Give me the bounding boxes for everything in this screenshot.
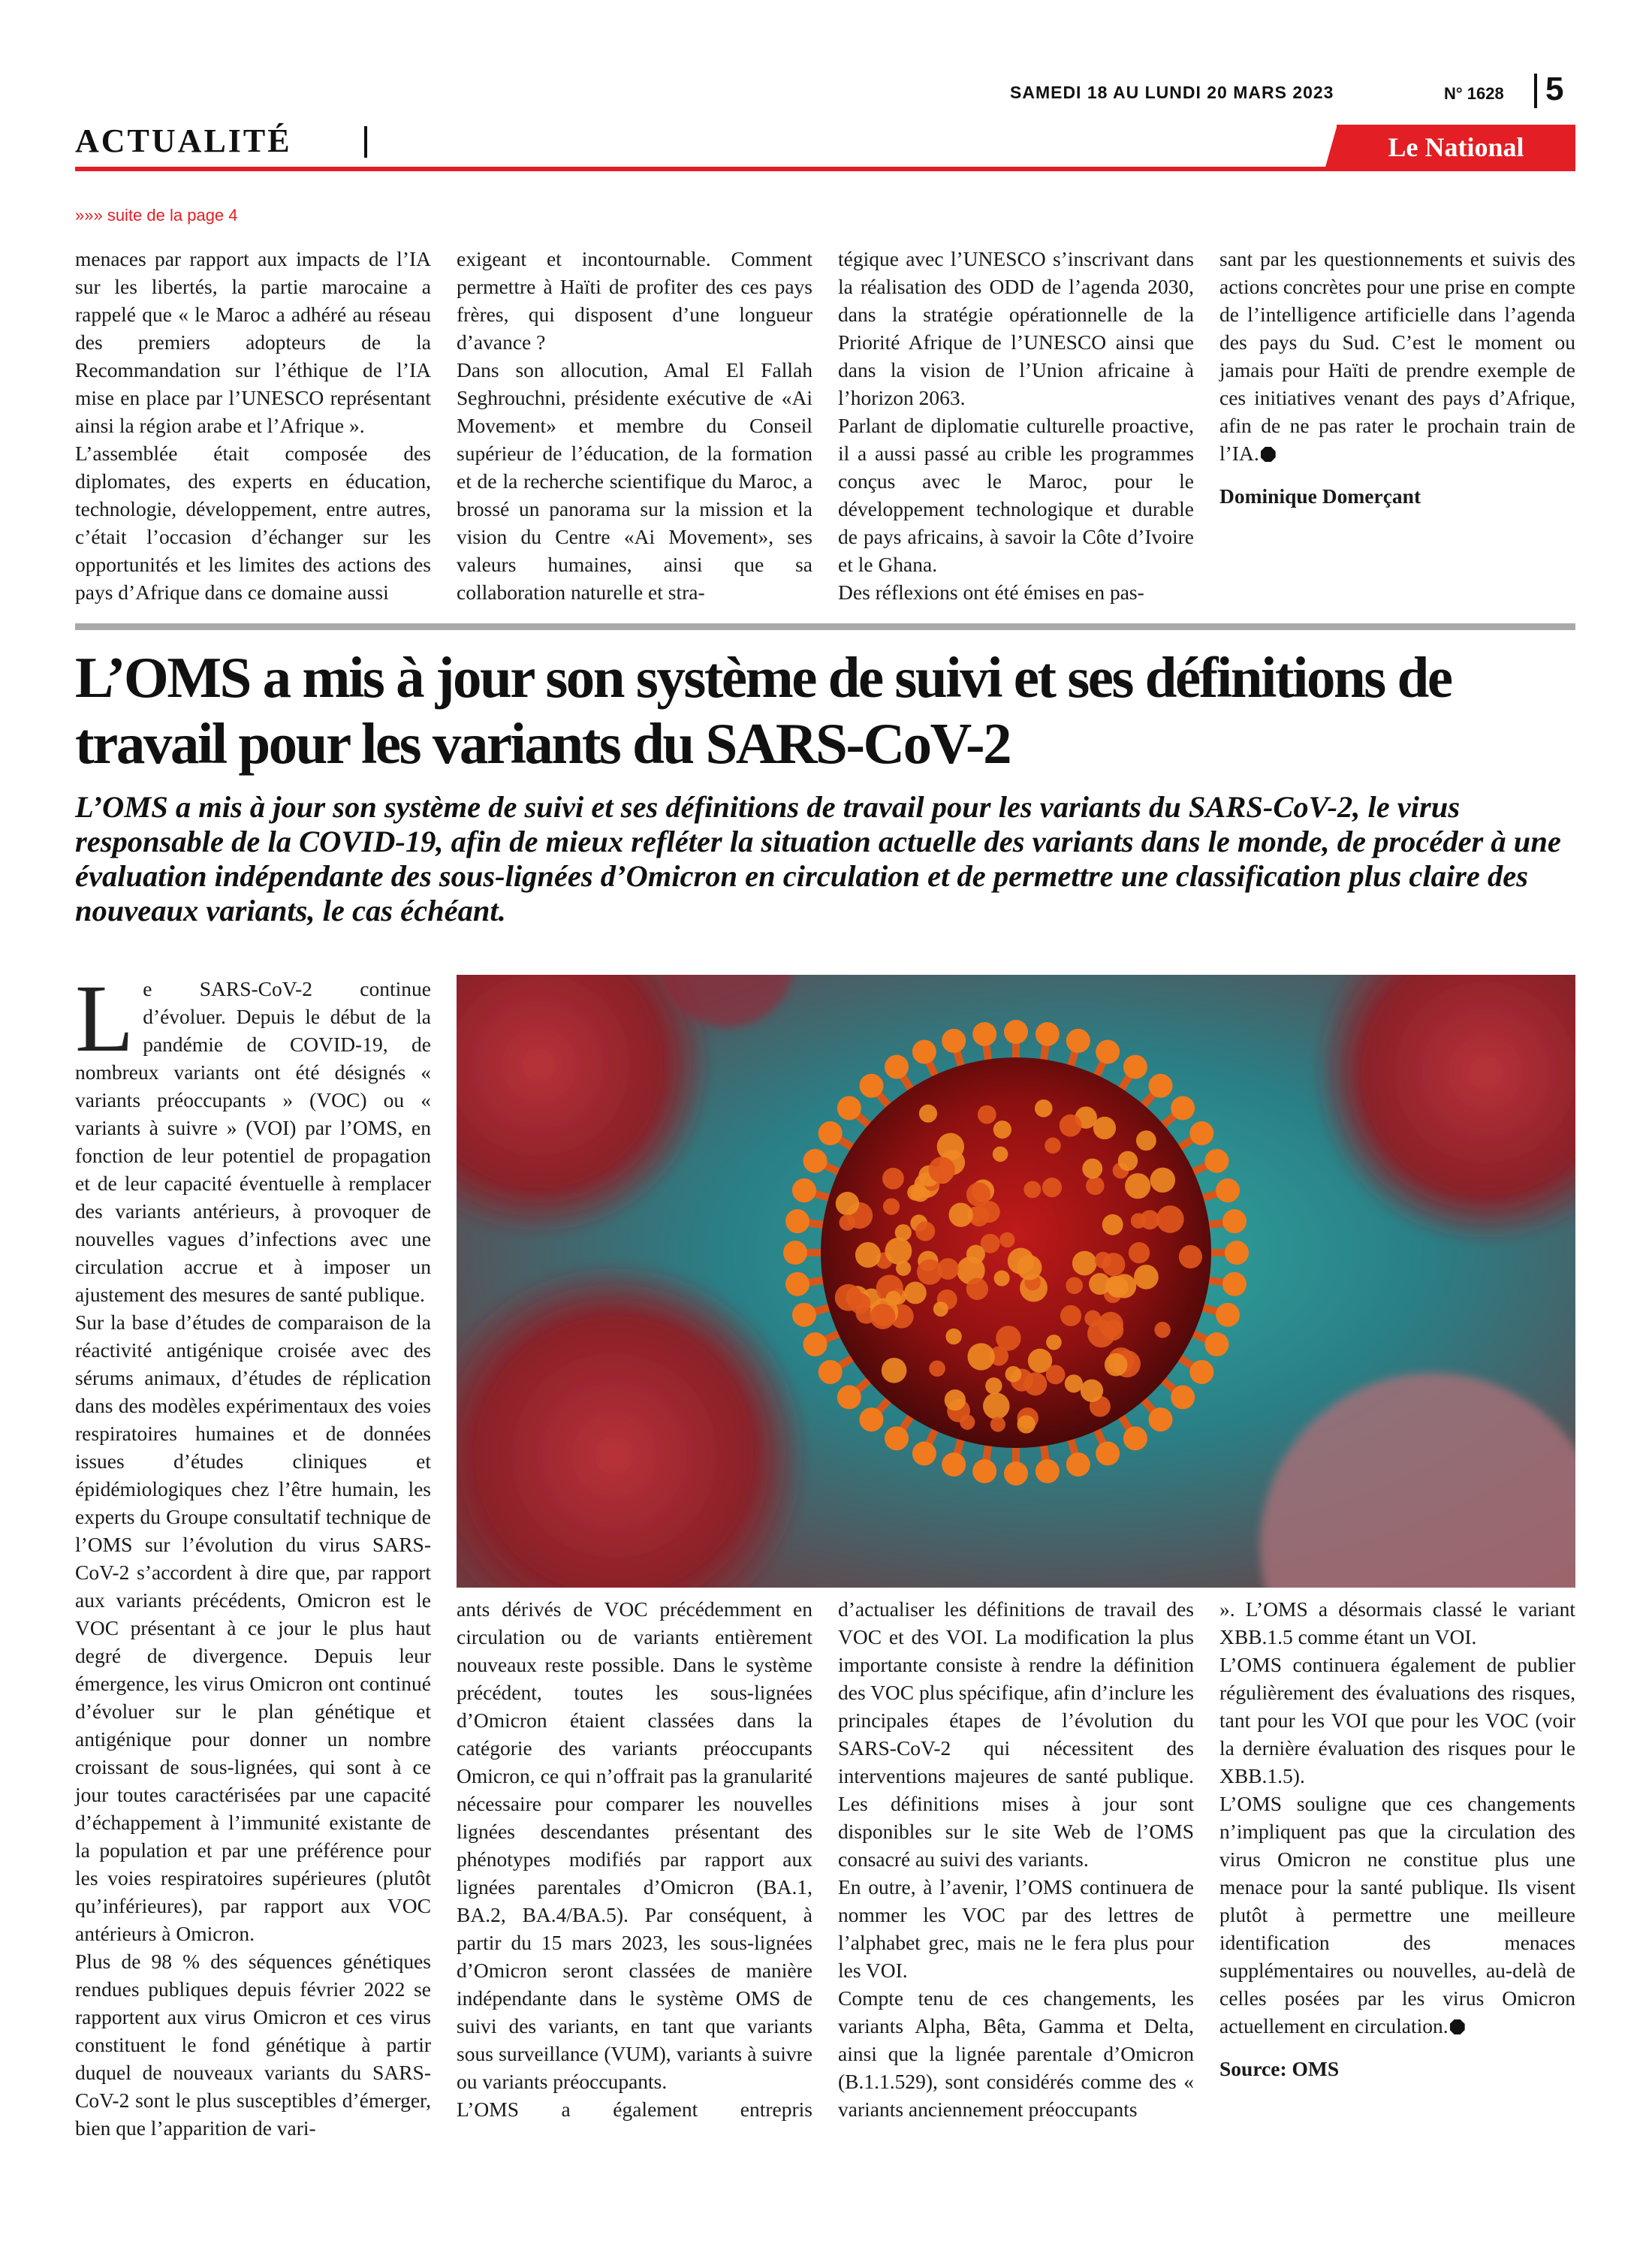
surface-protein — [1065, 1374, 1083, 1392]
surface-protein — [886, 1291, 901, 1306]
spike-head — [1123, 1426, 1147, 1450]
surface-protein — [1102, 1214, 1123, 1235]
spike-head — [1189, 1360, 1213, 1384]
dateline: SAMEDI 18 AU LUNDI 20 MARS 2023 — [1010, 83, 1334, 102]
spike-head — [1216, 1303, 1240, 1327]
spike-head — [1171, 1386, 1195, 1410]
surface-protein — [1066, 1277, 1083, 1294]
main-article-col-2 — [457, 1595, 812, 2123]
virus-image — [457, 975, 1575, 1588]
surface-protein — [994, 1271, 1010, 1286]
surface-protein — [1005, 1366, 1022, 1383]
spike-head — [1204, 1149, 1228, 1173]
author-signature: Dominique Domerçant — [1219, 484, 1421, 508]
surface-protein — [1082, 1159, 1102, 1179]
spike-head — [1004, 1461, 1028, 1485]
surface-protein — [1156, 1205, 1184, 1233]
surface-protein — [945, 1389, 966, 1410]
headline: L’OMS a mis à jour son système de suivi et ses définitions de travail pour les variants du SARS-CoV-2 — [75, 645, 1452, 776]
spike-head — [1036, 1022, 1060, 1046]
surface-protein — [1060, 1305, 1081, 1326]
surface-protein — [929, 1360, 945, 1377]
spike-head — [885, 1426, 909, 1450]
paragraph: menaces par rapport aux impacts de l’IA sur les libertés, la partie marocaine a rappelé que « le Maroc a adhéré au réseau des premiers adopteurs de la Recommandation sur l’éthique de l’IA mise en place par l’UNESCO représentant ainsi la région arabe et l’Afrique ». — [75, 247, 431, 437]
surface-protein — [882, 1168, 904, 1190]
surface-protein — [855, 1242, 881, 1268]
paragraph: ants dérivés de VOC précédemment en circulation ou de variants entièrement nouveaux reste possible. Dans le système précédent, toutes les sous-lignées d’Omicron étaient classées dans la catégorie des variants préoccupants Omicron, ce qui n’offrait pas la granularité nécessaire pour comparer les nouvelles lignées descendantes présentant des phénotypes modifiés par rapport aux lignées parentales d’Omicron (BA.1, BA.2, BA.4/BA.5). Par conséquent, à partir du 15 mars 2023, les sous-lignées d’Omicron seront classées de manière indépendante dans le système OMS de suivi des variants, en tant que variants sous surveillance (VUM), variants à suivre ou variants préoccupants. — [457, 1597, 812, 2093]
surface-protein — [915, 1221, 935, 1241]
page-number: 5 — [1545, 71, 1564, 107]
spike-head — [972, 1022, 996, 1046]
surface-protein — [966, 1182, 990, 1206]
issue-number: N° 1628 — [1444, 84, 1504, 103]
surface-protein — [1035, 1099, 1053, 1117]
header-rule — [75, 167, 1575, 171]
spike-head — [912, 1040, 936, 1064]
surface-protein — [1046, 1335, 1062, 1350]
surface-protein — [1023, 1181, 1041, 1198]
top-article-col-4 — [1219, 245, 1575, 510]
article-separator — [75, 623, 1575, 630]
paragraph: Parlant de diplomatie culturelle proactive, il a aussi passé au crible les programmes conçus avec le Maroc, pour le développement technologique et durable de pays africains, à savoir la Côte d’Ivoire et le Ghana. — [838, 414, 1194, 576]
section-title: ACTUALITÉ — [75, 122, 292, 159]
newspaper-brand: Le National — [1337, 125, 1575, 170]
spike-head — [1066, 1029, 1090, 1053]
surface-protein — [1089, 1273, 1111, 1295]
surface-protein — [929, 1157, 955, 1183]
surface-protein — [1046, 1365, 1066, 1385]
surface-protein — [990, 1416, 1005, 1431]
paragraph: Dans son allocution, Amal El Fallah Seghrouchni, présidente exécutive de «Ai Movement» et membre du Conseil supérieur de l’éducation, de la formation et de la recherche scientifique du Maroc, a brossé un panorama sur la mission et la vision du Centre «Ai Movement», ses valeurs humaines, ainsi que sa collaboration naturelle et stra- — [457, 358, 812, 604]
paragraph: En outre, à l’avenir, l’OMS continuera de nommer les VOC par des lettres de l’alphabet grec, mais ne le fera plus pour les VOI. — [838, 1875, 1194, 1982]
surface-protein — [1017, 1255, 1042, 1280]
spike-head — [1123, 1055, 1147, 1079]
surface-protein — [1095, 1252, 1111, 1268]
spike-head — [818, 1360, 843, 1384]
end-mark-icon — [1450, 2019, 1465, 2034]
paragraph: Sur la base d’études de comparaison de la réactivité antigénique croisée avec des sérums animaux, d’études de réplication dans des modèles expérimentaux des voies respiratoires humaines et de données issues d’études cliniques et épidémiologiques chez l’être humain, les experts du Groupe consultatif technique de l’OMS sur l’évolution du virus SARS-CoV-2 s’accordent à dire que, par rapport aux variants précédents, Omicron est le VOC présentant à ce jour le plus haut degré de divergence. Depuis leur émergence, les virus Omicron ont continué d’évoluer sur le plan génétique et antigénique pour donner un nombre croissant de sous-lignées, qui sont à ce jour toutes caractérisées par une capacité d’échappement à l’immunité existante de la population et par une préférence pour les voies respiratoires supérieures (plutôt qu’inférieures), par rapport aux VOC antérieurs à Omicron. — [75, 1310, 431, 1945]
spike-head — [1036, 1459, 1060, 1483]
header-divider — [1534, 74, 1537, 108]
main-article-col-4 — [1219, 1595, 1575, 2083]
brand-tab-edge — [1325, 125, 1337, 170]
surface-protein — [885, 1238, 912, 1265]
surface-protein — [1134, 1265, 1159, 1289]
paragraph: L’OMS a également entrepris — [457, 2098, 812, 2121]
surface-protein — [933, 1301, 948, 1317]
paragraph-text: L’OMS souligne que ces changements n’impliquent pas que la circulation des virus Omicron ne constitue plus une menace pour la santé publique. Ils visent plutôt à permettre une meilleure identification des menaces supplémentaires ou nouvelles, au-delà de celles posées par les virus Omicron actuellement en circulation. — [1219, 1792, 1575, 2037]
surface-protein — [1150, 1168, 1175, 1193]
spike-head — [912, 1441, 936, 1465]
article-source: Source: OMS — [1219, 2057, 1340, 2080]
spike-head — [785, 1209, 809, 1233]
surface-protein — [1060, 1114, 1082, 1137]
spike-head — [783, 1241, 807, 1265]
spike-head — [837, 1386, 861, 1410]
surface-protein — [836, 1192, 859, 1215]
paragraph: exigeant et incontournable. Comment permettre à Haïti de profiter des ces pays frères, qui disposent d’une longueur d’avance ? — [457, 247, 812, 354]
surface-protein — [870, 1304, 896, 1329]
spike-head — [1222, 1272, 1247, 1296]
surface-protein — [1118, 1151, 1138, 1171]
spike-head — [1004, 1020, 1028, 1044]
spike-head — [1189, 1121, 1213, 1145]
standfirst: L’OMS a mis à jour son système de suivi et ses définitions de travail pour les variants du SARS-CoV-2, le virus responsable de la COVID-19, afin de mieux refléter la situation actuelle des variants dans le monde, de procéder à une évaluation indépendante des sous-lignées d’Omicron en circulation et de permettre une classification plus claire des nouveaux variants, le cas échéant. — [75, 790, 1561, 927]
spike-head — [1096, 1441, 1120, 1465]
spike-head — [1066, 1452, 1090, 1476]
spike-head — [859, 1074, 883, 1098]
surface-protein — [967, 1343, 994, 1370]
surface-protein — [1093, 1117, 1116, 1139]
surface-protein — [919, 1105, 937, 1123]
spike-head — [972, 1459, 996, 1483]
paragraph-text: sant par les questionnements et suivis des actions concrètes pour une prise en compte de l’intelligence artificielle dans l’agenda des pays du Sud. C’est le moment ou jamais pour Haïti de prendre exemple de ces initiatives venant des pays d’Afrique, afin de ne pas rater le prochain train de l’IA. — [1219, 247, 1575, 465]
surface-protein — [1129, 1242, 1150, 1263]
spike-head — [942, 1029, 966, 1053]
surface-protein — [882, 1358, 907, 1383]
spike-head — [859, 1407, 883, 1431]
spike-head — [837, 1096, 861, 1120]
surface-protein — [1042, 1178, 1062, 1197]
spike-head — [792, 1178, 816, 1202]
surface-protein — [993, 1146, 1008, 1162]
spike-head — [803, 1149, 828, 1173]
surface-protein — [966, 1278, 988, 1300]
surface-protein — [945, 1329, 961, 1344]
surface-protein — [993, 1120, 1011, 1139]
surface-protein — [948, 1203, 972, 1227]
spike-head — [818, 1121, 843, 1145]
coronavirus-illustration — [457, 975, 1575, 1588]
surface-protein — [960, 1415, 975, 1430]
top-article-col-1 — [75, 245, 431, 606]
continued-from[interactable]: »»» suite de la page 4 — [75, 206, 238, 225]
paragraph: Des réflexions ont été émises en pas- — [838, 581, 1144, 604]
paragraph: Compte tenu de ces changements, les variants Alpha, Bêta, Gamma et Delta, ainsi que la lignée parentale d’Omicron (B.1.1.529), sont considérés comme des « variants anciennement préoccupants — [838, 1986, 1194, 2121]
spike-head — [1225, 1241, 1249, 1265]
spike-head — [1171, 1096, 1195, 1120]
top-article-col-3 — [838, 245, 1194, 606]
surface-protein — [983, 1392, 1009, 1419]
spike-head — [1204, 1332, 1228, 1356]
surface-protein — [1081, 1380, 1103, 1402]
paragraph: d’actualiser les définitions de travail des VOC et des VOI. La modification la plus importante consiste à rendre la définition des VOC plus spécifique, afin d’inclure les principales étapes de l’évolution du SARS-CoV-2 qui nécessitent des interventions majeures de santé publique. Les définitions mises à jour sont disponibles sur le site Web de l’OMS consacré au suivi des variants. — [838, 1597, 1194, 1871]
drop-cap: L — [75, 965, 134, 1072]
spike-head — [1096, 1040, 1120, 1064]
paragraph — [75, 965, 431, 1308]
spike-head — [1149, 1074, 1173, 1098]
surface-protein — [907, 1184, 924, 1201]
surface-protein — [849, 1293, 870, 1314]
spike-head — [803, 1332, 828, 1356]
surface-protein — [1098, 1312, 1123, 1338]
surface-protein — [1072, 1251, 1097, 1276]
surface-protein — [1136, 1130, 1156, 1151]
surface-protein — [1045, 1138, 1061, 1154]
surface-protein — [985, 1377, 1002, 1394]
paragraph: tégique avec l’UNESCO s’inscrivant dans la réalisation des ODD de l’agenda 2030, dans la stratégie opérationnelle de la Priorité Afrique de l’UNESCO ainsi que dans la vision de l’Union africaine à l’horizon 2063. — [838, 247, 1194, 409]
end-mark-icon — [1261, 447, 1276, 462]
paragraph: L’OMS continuera également de publier régulièrement des évaluations des risques, tant pour les VOI que pour les VOC (voir la dernière évaluation des risques pour le XBB.1.5). — [1219, 1653, 1575, 1787]
main-article-col-1 — [75, 965, 431, 2142]
surface-protein — [904, 1282, 927, 1304]
surface-protein — [1086, 1177, 1104, 1195]
surface-protein — [1154, 1322, 1170, 1338]
paragraph — [1219, 245, 1575, 467]
top-article-col-2 — [457, 245, 812, 606]
surface-protein — [1105, 1353, 1128, 1377]
surface-protein — [1017, 1415, 1036, 1433]
surface-protein — [978, 1105, 996, 1124]
surface-protein — [883, 1198, 900, 1214]
spike-head — [785, 1272, 809, 1296]
spike-head — [942, 1452, 966, 1476]
spike-head — [1216, 1178, 1240, 1202]
paragraph: ». L’OMS a désormais classé le variant XBB.1.5 comme étant un VOI. — [1219, 1597, 1575, 1648]
surface-protein — [1023, 1372, 1047, 1395]
surface-protein — [1179, 1245, 1202, 1268]
spike-head — [1222, 1209, 1247, 1233]
surface-protein — [840, 1214, 856, 1231]
surface-protein — [1125, 1173, 1150, 1199]
paragraph — [1219, 1790, 1575, 2040]
surface-protein — [999, 1232, 1014, 1247]
spike-head — [1149, 1407, 1173, 1431]
surface-protein — [917, 1259, 942, 1285]
paragraph-text: e SARS-CoV-2 continue d’évoluer. Depuis le début de la pandémie de COVID-19, de nombreux variants ont été désignés « variants préoccupants » (VOC) ou « variants à suivre » (VOI) par l’OMS, en fonction de leur potentiel de propagation et de leur capacité éventuelle à remplacer des variants antérieurs, à provoquer de nouvelles vagues d’infections avec une circulation accrue et à imposer un ajustement des mesures de santé publique. — [75, 977, 431, 1306]
paragraph: L’assemblée était composée des diplomates, des experts en éducation, technologie, développement, entre autres, c’était l’occasion d’échanger sur les opportunités et les limites des actions des pays d’Afrique dans ce domaine aussi — [75, 442, 431, 604]
main-article-col-3 — [838, 1595, 1194, 2123]
paragraph: Plus de 98 % des séquences génétiques rendues publiques depuis février 2022 se rapportent aux virus Omicron et ces virus constituent le fond génétique à partir duquel de nouveaux variants du SARS-CoV-2 sont le plus susceptibles d’émerger, bien que l’apparition de vari- — [75, 1950, 431, 2140]
spike-head — [885, 1055, 909, 1079]
spike-head — [792, 1303, 816, 1327]
section-divider — [364, 126, 367, 158]
